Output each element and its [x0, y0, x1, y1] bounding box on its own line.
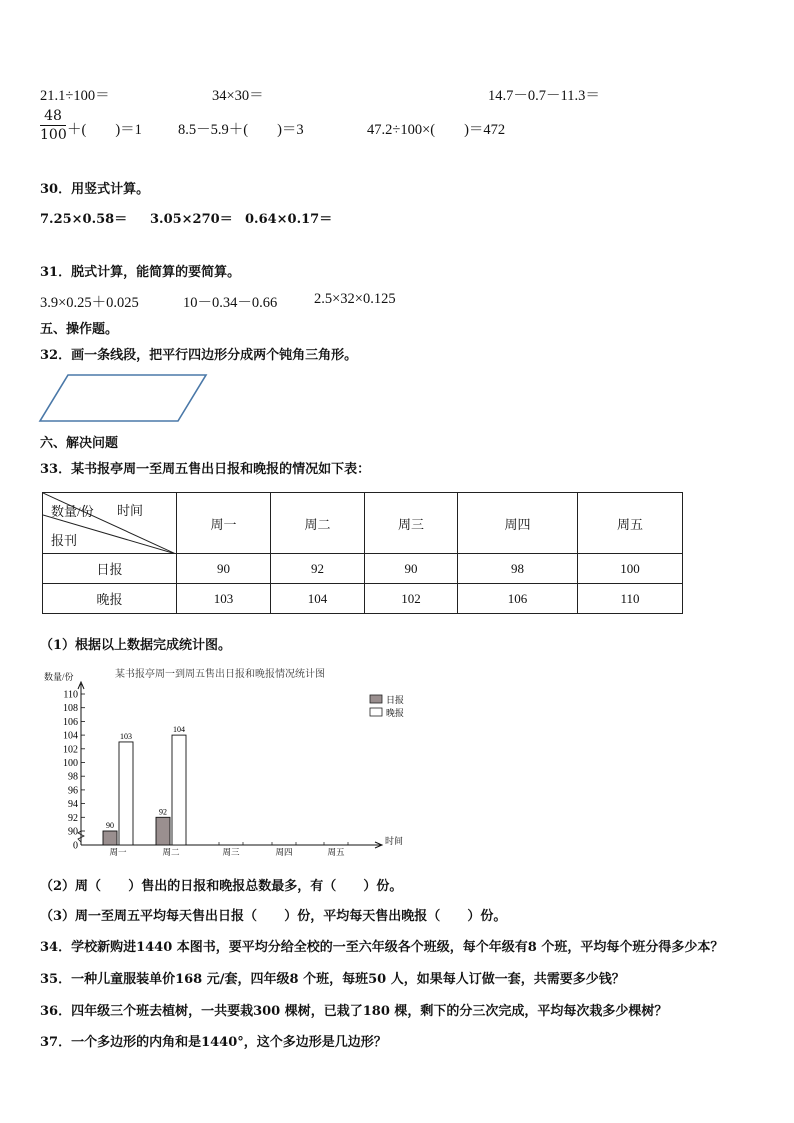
table-cell: 103: [177, 584, 271, 614]
chart-yticks: [63, 690, 85, 852]
calc-item-1: 21.1÷100＝: [40, 88, 110, 104]
q33-sub2: （2）周（ ）售出的日报和晚报总数最多，有（ ）份。: [40, 879, 403, 894]
table-cell: 98: [458, 554, 578, 584]
table-cell: 100: [578, 554, 683, 584]
table-cell: 90: [177, 554, 271, 584]
calc-item-2: 34×30＝: [212, 88, 264, 104]
x-category-label: 周四: [275, 847, 293, 857]
y-tick-label: 110: [63, 689, 78, 701]
legend-swatch-evening: [370, 708, 382, 716]
y-tick-label: 102: [63, 744, 78, 756]
table-header-row: [43, 493, 683, 554]
y-tick-label: 108: [63, 703, 78, 715]
bar-data-label: 104: [173, 725, 185, 735]
bar-chart: [38, 662, 418, 862]
chart-xcategories: [106, 842, 348, 857]
x-category-label: 周五: [327, 847, 345, 857]
table-header-day: 周三: [365, 493, 458, 554]
table-header-day: 周二: [271, 493, 365, 554]
section-5-title: 五、操作题。: [40, 322, 119, 337]
corner-quantity-label: 数量/份: [51, 504, 94, 519]
table-cell: 102: [365, 584, 458, 614]
table-cell: 110: [578, 584, 683, 614]
calc-item-5: 8.5－5.9＋( )＝3: [178, 122, 304, 138]
x-category-label: 周一: [109, 847, 127, 857]
y-tick-label: 104: [63, 730, 78, 742]
fraction-numerator: 48: [44, 108, 62, 124]
corner-time-label: 时间: [117, 503, 144, 518]
x-category-label: 周三: [222, 847, 240, 857]
q33-sub1: （1）根据以上数据完成统计图。: [40, 638, 232, 653]
q30-title: 30．用竖式计算。: [40, 182, 150, 197]
chart-xlabel: 时间: [385, 836, 404, 846]
fraction: [40, 108, 66, 143]
table-cell: 92: [271, 554, 365, 584]
y-tick-label: 92: [68, 812, 78, 824]
sales-table: [42, 492, 683, 614]
table-row: [43, 584, 683, 614]
table-header-day: 周四: [458, 493, 578, 554]
y-tick-label: 100: [63, 758, 78, 769]
chart-title: 某书报亭周一到周五售出日报和晚报情况统计图: [115, 669, 325, 680]
q31-item-2: 10－0.34－0.66: [183, 295, 278, 311]
q36-text: 36．四年级三个班去植树，一共要栽300 棵树，已栽了180 棵，剩下的分三次完成，平均每次栽多少棵树？: [40, 1004, 668, 1019]
q37-text: 37．一个多边形的内角和是1440°，这个多边形是几边形？: [40, 1035, 387, 1050]
section-6-title: 六、解决问题: [40, 436, 119, 451]
q30-item-2: 3.05×270＝: [150, 212, 233, 227]
calc-item-6: 47.2÷100×( )＝472: [367, 122, 506, 138]
chart-ylabel: 数量/份: [44, 672, 74, 682]
q30-item-1: 7.25×0.58＝: [40, 212, 128, 227]
y-tick-label: 106: [63, 716, 78, 728]
table-header-day: 周五: [578, 493, 683, 554]
table-row: [43, 554, 683, 584]
q31-item-1: 3.9×0.25＋0.025: [40, 295, 139, 311]
chart-bars: [103, 725, 186, 845]
parallelogram-figure: [38, 372, 210, 424]
row-label: 日报: [43, 554, 177, 584]
q33-title: 33．某书报亭周一至周五售出日报和晚报的情况如下表：: [40, 462, 371, 477]
bar: [103, 831, 117, 845]
bar: [172, 735, 186, 845]
calc-item-4: ＋( )＝1: [67, 122, 142, 138]
y-tick-label: 90: [68, 826, 78, 838]
table-cell: 104: [271, 584, 365, 614]
q32-title: 32．画一条线段，把平行四边形分成两个钝角三角形。: [40, 348, 358, 363]
chart-legend: [370, 694, 404, 718]
q31-item-3: 2.5×32×0.125: [314, 291, 396, 307]
y-tick-label: 94: [68, 799, 78, 811]
q31-title: 31．脱式计算，能简算的要简算。: [40, 265, 241, 280]
bar-data-label: 92: [159, 807, 167, 817]
bar-data-label: 90: [106, 821, 114, 830]
bar: [156, 817, 170, 845]
legend-swatch-daily: [370, 695, 382, 703]
table-corner-cell: [43, 493, 177, 554]
y-tick-label: 96: [68, 785, 78, 797]
legend-label-evening: 晚报: [386, 708, 405, 718]
y-tick-label: 0: [73, 840, 78, 852]
q30-item-3: 0.64×0.17＝: [245, 212, 333, 227]
legend-label-daily: 日报: [386, 695, 405, 705]
table-cell: 106: [458, 584, 578, 614]
q35-text: 35．一种儿童服装单价168 元/套，四年级8 个班，每班50 人，如果每人订做一套，共需要多少钱？: [40, 972, 625, 987]
x-category-label: 周二: [162, 847, 180, 857]
bar-data-label: 103: [120, 731, 132, 741]
table-cell: 90: [365, 554, 458, 584]
q34-text: 34．学校新购进1440 本图书，要平均分给全校的一至六年级各个班级，每个年级有8 个班，平均每个班分得多少本？: [40, 940, 724, 955]
corner-paper-label: 报刊: [51, 533, 78, 548]
calc-item-3: 14.7－0.7－11.3＝: [488, 88, 600, 104]
q33-sub3: （3）周一至周五平均每天售出日报（ ）份，平均每天售出晚报（ ）份。: [40, 909, 507, 924]
table-header-day: 周一: [177, 493, 271, 554]
fraction-denominator: 100: [40, 127, 67, 143]
row-label: 晚报: [43, 584, 177, 614]
y-tick-label: 98: [68, 771, 78, 783]
bar: [119, 742, 133, 845]
